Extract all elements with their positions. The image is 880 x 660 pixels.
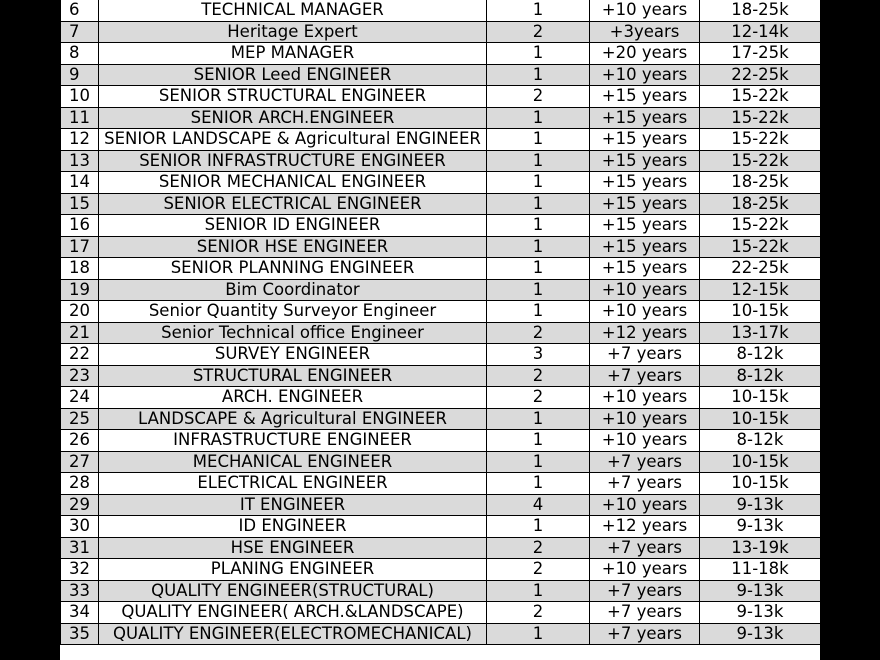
salary-range: 8-12k [700,365,821,387]
job-title: SENIOR LANDSCAPE & Agricultural ENGINEER [99,129,487,151]
job-title: STRUCTURAL ENGINEER [99,365,487,387]
salary-range: 15-22k [700,215,821,237]
table-row [61,172,821,194]
row-number: 22 [61,344,99,366]
table-row [61,301,821,323]
job-title: SENIOR INFRASTRUCTURE ENGINEER [99,150,487,172]
experience-required: +7 years [590,580,700,602]
job-title: QUALITY ENGINEER( ARCH.&LANDSCAPE) [99,602,487,624]
table-row [61,64,821,86]
positions-count: 1 [487,64,590,86]
table-row [61,516,821,538]
job-title: Senior Technical office Engineer [99,322,487,344]
row-number: 24 [61,387,99,409]
table-row [61,215,821,237]
experience-required: +15 years [590,86,700,108]
positions-count: 2 [487,322,590,344]
experience-required: +7 years [590,451,700,473]
salary-range: 18-25k [700,172,821,194]
positions-count: 2 [487,21,590,43]
experience-required: +10 years [590,0,700,21]
row-number: 17 [61,236,99,258]
table-row [61,129,821,151]
table-row [61,537,821,559]
salary-range: 9-13k [700,602,821,624]
table-row [61,236,821,258]
row-number: 25 [61,408,99,430]
job-title: ELECTRICAL ENGINEER [99,473,487,495]
experience-required: +12 years [590,516,700,538]
salary-range: 22-25k [700,64,821,86]
jobs-table [60,0,821,645]
positions-count: 1 [487,473,590,495]
experience-required: +7 years [590,537,700,559]
row-number: 27 [61,451,99,473]
experience-required: +15 years [590,236,700,258]
positions-count: 1 [487,451,590,473]
salary-range: 13-17k [700,322,821,344]
experience-required: +10 years [590,559,700,581]
row-number: 12 [61,129,99,151]
row-number: 16 [61,215,99,237]
table-row [61,279,821,301]
row-number: 29 [61,494,99,516]
table-row [61,387,821,409]
table-row [61,0,821,21]
salary-range: 12-14k [700,21,821,43]
positions-count: 1 [487,430,590,452]
jobs-table-body [61,0,821,645]
row-number: 23 [61,365,99,387]
experience-required: +15 years [590,215,700,237]
row-number: 35 [61,623,99,645]
salary-range: 11-18k [700,559,821,581]
experience-required: +10 years [590,64,700,86]
job-title: INFRASTRUCTURE ENGINEER [99,430,487,452]
job-title: ARCH. ENGINEER [99,387,487,409]
salary-range: 18-25k [700,193,821,215]
job-title: MEP MANAGER [99,43,487,65]
positions-count: 4 [487,494,590,516]
salary-range: 10-15k [700,408,821,430]
positions-count: 2 [487,86,590,108]
salary-range: 15-22k [700,86,821,108]
row-number: 31 [61,537,99,559]
experience-required: +15 years [590,172,700,194]
salary-range: 9-13k [700,580,821,602]
experience-required: +7 years [590,344,700,366]
table-row [61,258,821,280]
salary-range: 17-25k [700,43,821,65]
row-number: 6 [61,0,99,21]
table-row [61,193,821,215]
positions-count: 1 [487,580,590,602]
table-row [61,107,821,129]
salary-range: 10-15k [700,451,821,473]
job-title: SENIOR STRUCTURAL ENGINEER [99,86,487,108]
table-row [61,344,821,366]
salary-range: 9-13k [700,623,821,645]
salary-range: 9-13k [700,516,821,538]
table-row [61,365,821,387]
positions-count: 1 [487,408,590,430]
salary-range: 10-15k [700,387,821,409]
positions-count: 1 [487,172,590,194]
job-title: QUALITY ENGINEER(ELECTROMECHANICAL) [99,623,487,645]
experience-required: +10 years [590,408,700,430]
table-row [61,473,821,495]
table-row [61,494,821,516]
experience-required: +3years [590,21,700,43]
job-title: SURVEY ENGINEER [99,344,487,366]
salary-range: 15-22k [700,236,821,258]
table-row [61,86,821,108]
positions-count: 1 [487,0,590,21]
row-number: 26 [61,430,99,452]
salary-range: 22-25k [700,258,821,280]
row-number: 13 [61,150,99,172]
positions-count: 1 [487,236,590,258]
job-title: SENIOR Leed ENGINEER [99,64,487,86]
table-row [61,21,821,43]
job-title: SENIOR MECHANICAL ENGINEER [99,172,487,194]
experience-required: +10 years [590,494,700,516]
job-title: Bim Coordinator [99,279,487,301]
positions-count: 1 [487,301,590,323]
job-title: SENIOR ARCH.ENGINEER [99,107,487,129]
row-number: 18 [61,258,99,280]
row-number: 28 [61,473,99,495]
job-title: LANDSCAPE & Agricultural ENGINEER [99,408,487,430]
row-number: 19 [61,279,99,301]
row-number: 32 [61,559,99,581]
experience-required: +7 years [590,602,700,624]
salary-range: 15-22k [700,107,821,129]
table-row [61,623,821,645]
salary-range: 8-12k [700,344,821,366]
table-row [61,150,821,172]
job-title: HSE ENGINEER [99,537,487,559]
job-title: IT ENGINEER [99,494,487,516]
row-number: 8 [61,43,99,65]
positions-count: 1 [487,107,590,129]
salary-range: 10-15k [700,301,821,323]
row-number: 11 [61,107,99,129]
positions-count: 1 [487,150,590,172]
experience-required: +10 years [590,301,700,323]
positions-count: 2 [487,602,590,624]
row-number: 14 [61,172,99,194]
row-number: 34 [61,602,99,624]
experience-required: +10 years [590,387,700,409]
row-number: 30 [61,516,99,538]
salary-range: 9-13k [700,494,821,516]
job-title: PLANING ENGINEER [99,559,487,581]
table-row [61,451,821,473]
job-title: Heritage Expert [99,21,487,43]
table-row [61,602,821,624]
table-row [61,43,821,65]
experience-required: +7 years [590,473,700,495]
experience-required: +12 years [590,322,700,344]
positions-count: 1 [487,279,590,301]
row-number: 7 [61,21,99,43]
row-number: 15 [61,193,99,215]
job-title: SENIOR ELECTRICAL ENGINEER [99,193,487,215]
table-row [61,559,821,581]
row-number: 33 [61,580,99,602]
table-row [61,408,821,430]
job-title: SENIOR PLANNING ENGINEER [99,258,487,280]
job-title: SENIOR HSE ENGINEER [99,236,487,258]
experience-required: +10 years [590,430,700,452]
experience-required: +7 years [590,623,700,645]
salary-range: 13-19k [700,537,821,559]
salary-range: 18-25k [700,0,821,21]
row-number: 21 [61,322,99,344]
experience-required: +20 years [590,43,700,65]
positions-count: 2 [487,559,590,581]
positions-count: 1 [487,516,590,538]
salary-range: 12-15k [700,279,821,301]
salary-range: 8-12k [700,430,821,452]
experience-required: +15 years [590,258,700,280]
positions-count: 2 [487,537,590,559]
salary-range: 10-15k [700,473,821,495]
job-title: ID ENGINEER [99,516,487,538]
table-row [61,430,821,452]
jobs-table-container [60,0,820,660]
job-title: TECHNICAL MANAGER [99,0,487,21]
experience-required: +15 years [590,150,700,172]
job-title: MECHANICAL ENGINEER [99,451,487,473]
positions-count: 1 [487,215,590,237]
experience-required: +7 years [590,365,700,387]
positions-count: 1 [487,258,590,280]
salary-range: 15-22k [700,150,821,172]
row-number: 20 [61,301,99,323]
positions-count: 2 [487,365,590,387]
positions-count: 1 [487,623,590,645]
table-row [61,580,821,602]
job-title: QUALITY ENGINEER(STRUCTURAL) [99,580,487,602]
positions-count: 1 [487,129,590,151]
table-row [61,322,821,344]
job-title: Senior Quantity Surveyor Engineer [99,301,487,323]
salary-range: 15-22k [700,129,821,151]
positions-count: 3 [487,344,590,366]
experience-required: +15 years [590,193,700,215]
positions-count: 1 [487,43,590,65]
experience-required: +10 years [590,279,700,301]
experience-required: +15 years [590,107,700,129]
row-number: 10 [61,86,99,108]
row-number: 9 [61,64,99,86]
positions-count: 2 [487,387,590,409]
job-title: SENIOR ID ENGINEER [99,215,487,237]
positions-count: 1 [487,193,590,215]
experience-required: +15 years [590,129,700,151]
